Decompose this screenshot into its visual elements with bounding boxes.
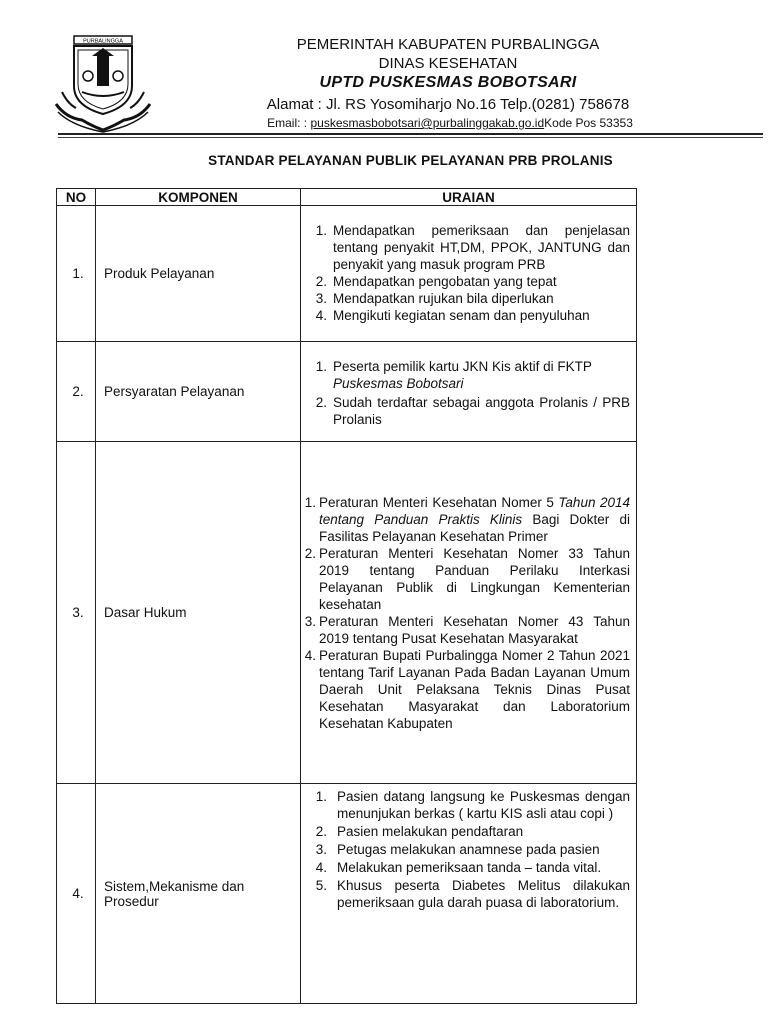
unit-name: UPTD PUSKESMAS BOBOTSARI (319, 74, 577, 91)
list-item: 2. Peraturan Menteri Kesehatan Nomer 33 Tahun 2019 tentang Panduan Perilaku Interkasi Pelayanan Publik di Lingkungan Kementerian kesehatan (304, 545, 630, 612)
row-description (301, 342, 637, 442)
list-item: 3. Peraturan Menteri Kesehatan Nomer 43 Tahun 2019 tentang Pusat Kesehatan Masyarakat (304, 613, 630, 646)
header-uraian: URAIAN (301, 189, 637, 206)
list-item: 4. Peraturan Bupati Purbalingga Nomer 2 Tahun 2021 tentang Tarif Layanan Pada Badan Layanan Umum Daerah Unit Pelaksana Teknis Dinas Pusat Kesehatan Masyarakat dan Laboratorium Kesehatan Kabupaten (304, 647, 630, 731)
table-row (57, 342, 637, 442)
row-number: 3. (57, 442, 96, 784)
row-component: Sistem,Mekanisme dan Prosedur (96, 784, 301, 1004)
header-no: NO (57, 189, 96, 206)
list-item: 1. Peraturan Menteri Kesehatan Nomer 5 Tahun 2014 tentang Panduan Praktis Klinis Bagi Dokter di Fasilitas Pelayanan Kesehatan Primer (304, 494, 630, 544)
list-item: 2. Pasien melakukan pendaftaran (315, 824, 524, 839)
department-name: DINAS KESEHATAN (378, 55, 518, 72)
row-description (301, 206, 637, 342)
list-item: 1. Pasien datang langsung ke Puskesmas dengan menunjukan berkas ( kartu KIS asli atau copi ) (315, 789, 630, 821)
email-link[interactable]: puskesmasbobotsari@purbalinggakab.go.id (310, 116, 545, 130)
service-standard-table (56, 188, 637, 1004)
address: Alamat : Jl. RS Yosomiharjo No.16 Telp.(0281) 758678 (266, 96, 630, 113)
list-item: 2. Sudah terdaftar sebagai anggota Prolanis / PRB Prolanis (315, 394, 630, 427)
list-item: 3. Petugas melakukan anamnese pada pasien (315, 842, 600, 857)
list-item: 3. Mendapatkan rujukan bila diperlukan (315, 291, 554, 306)
row-number: 2. (57, 342, 96, 442)
email-label: Email: : (267, 116, 308, 130)
letterhead (0, 0, 768, 140)
row-number: 4. (57, 784, 96, 1004)
list-item: 1. Mendapatkan pemeriksaan dan penjelasan tentang penyakit HT,DM, PPOK, JANTUNG dan penyakit yang masuk program PRB (315, 223, 630, 272)
row-component: Produk Pelayanan (96, 206, 301, 342)
list-item: 4. Melakukan pemeriksaan tanda – tanda vital. (315, 860, 602, 875)
list-item: 4. Mengikuti kegiatan senam dan penyuluhan (315, 308, 590, 323)
table-header-row (57, 189, 637, 206)
row-description (301, 442, 637, 784)
postal-code: Kode Pos 53353 (544, 116, 633, 130)
document-title: STANDAR PELAYANAN PUBLIK PELAYANAN PRB PROLANIS (208, 153, 613, 168)
row-description (301, 784, 637, 1004)
table-row (57, 442, 637, 784)
row-component: Dasar Hukum (96, 442, 301, 784)
list-item: 2. Mendapatkan pengobatan yang tepat (315, 274, 557, 289)
list-item: 1. Peserta pemilik kartu JKN Kis aktif di FKTP Puskesmas Bobotsari (315, 358, 592, 391)
letterhead-rule-thin (58, 137, 763, 138)
row-component: Persyaratan Pelayanan (96, 342, 301, 442)
table-row (57, 784, 637, 1004)
list-item: 5. Khusus peserta Diabetes Melitus dilakukan pemeriksaan gula darah puasa di laboratorium. (315, 878, 630, 910)
table-row (57, 206, 637, 342)
emblem-lettering: PURBALINGGA (83, 38, 123, 45)
header-komponen: KOMPONEN (96, 189, 301, 206)
letterhead-rule (58, 133, 763, 135)
email-line (170, 116, 730, 130)
government-name: PEMERINTAH KABUPATEN PURBALINGGA (296, 36, 600, 53)
row-number: 1. (57, 206, 96, 342)
